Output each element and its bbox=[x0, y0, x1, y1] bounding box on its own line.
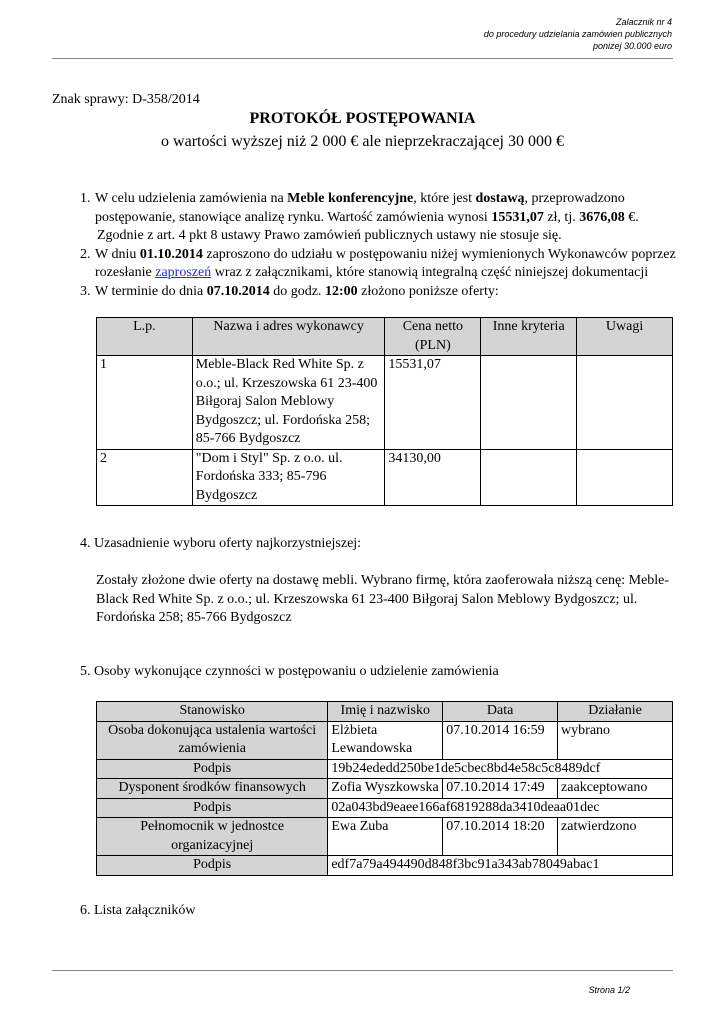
col-other-criteria: Inne kryteria bbox=[481, 318, 577, 356]
table-row bbox=[97, 818, 673, 856]
s1-text-d: zł, tj. bbox=[543, 209, 580, 225]
section-1 bbox=[80, 190, 680, 246]
person-action: wybrano bbox=[558, 721, 673, 759]
s2-text-c: wraz z załącznikami, które stanowią integralną część niniejszej dokumentacji bbox=[211, 265, 649, 280]
person-name: Elżbieta Lewandowska bbox=[328, 721, 443, 759]
table-row bbox=[97, 449, 673, 506]
offer-lp: 1 bbox=[97, 356, 193, 450]
section-3-number: 3. bbox=[80, 283, 91, 299]
subject-name: Meble konferencyjne bbox=[287, 191, 414, 206]
s1-text-e: €. bbox=[624, 209, 639, 225]
table-row bbox=[97, 721, 673, 759]
order-value-pln: 15531,07 bbox=[491, 209, 544, 225]
s1-text-b: , które jest bbox=[413, 191, 476, 206]
offer-price: 34130,00 bbox=[385, 449, 481, 506]
section-4-heading: 4. Uzasadnienie wyboru oferty najkorzystniejszej: bbox=[80, 536, 362, 551]
offer-lp: 2 bbox=[97, 449, 193, 506]
signature-row bbox=[97, 759, 673, 779]
section-2-number: 2. bbox=[80, 246, 91, 262]
person-position: Dysponent środków finansowych bbox=[97, 779, 328, 799]
col-lp: L.p. bbox=[97, 318, 193, 356]
table-row bbox=[97, 779, 673, 799]
section-5-heading: 5. Osoby wykonujące czynności w postępowaniu o udzielenie zamówienia bbox=[80, 664, 499, 679]
s2-text-b: zaproszono do udziału w postępowaniu niżej wymienionych Wykonawców poprzez rozesłanie bbox=[95, 246, 676, 280]
section-6-heading: 6. Lista załączników bbox=[80, 903, 196, 918]
persons-header-row bbox=[97, 702, 673, 722]
s3-text-b: do godz. bbox=[269, 283, 325, 299]
offer-price: 15531,07 bbox=[385, 356, 481, 450]
signature-row bbox=[97, 798, 673, 818]
person-name: Zofia Wyszkowska bbox=[328, 779, 443, 799]
attachment-note bbox=[484, 16, 672, 52]
section-1-number: 1. bbox=[80, 191, 91, 206]
deadline-time: 12:00 bbox=[324, 283, 358, 299]
offers-header-row bbox=[97, 318, 673, 356]
justification-text: Zostały złożone dwie oferty na dostawę mebli. Wybrano firmę, która zaoferowała niższą cenę: Meble-Black Red White Sp. z o.o.; ul. Krzeszowska 61 23-400 Biłgoraj Salon Meblowy Bydgoszcz; ul. Fordońska 258; 85-766 Bydgoszcz bbox=[96, 573, 670, 625]
header-divider bbox=[52, 58, 673, 59]
s2-text-a: W dniu bbox=[95, 246, 140, 262]
order-value-eur: 3676,08 bbox=[579, 209, 625, 225]
persons-table bbox=[96, 701, 673, 876]
person-position: Osoba dokonująca ustalenia wartości zamówienia bbox=[97, 721, 328, 759]
col-net-price: Cena netto (PLN) bbox=[385, 318, 481, 356]
person-action: zaakceptowano bbox=[558, 779, 673, 799]
col-position: Stanowisko bbox=[97, 702, 328, 722]
section-3-text bbox=[95, 283, 680, 302]
s3-text-a: W terminie do dnia bbox=[95, 283, 207, 299]
offer-notes bbox=[577, 356, 673, 450]
s1-text-a: W celu udzielenia zamówienia na bbox=[95, 191, 288, 206]
col-notes: Uwagi bbox=[577, 318, 673, 356]
signature-label: Podpis bbox=[97, 759, 328, 779]
offer-other bbox=[481, 449, 577, 506]
s1-text-c: , przeprowadzono postępowanie, stanowiące analizę rynku. Wartość zamówienia wynosi bbox=[95, 191, 625, 225]
person-date: 07.10.2014 18:20 bbox=[443, 818, 558, 856]
section-2-text bbox=[95, 246, 680, 283]
signature-label: Podpis bbox=[97, 856, 328, 876]
case-number: Znak sprawy: D-358/2014 bbox=[52, 92, 200, 107]
page-number: Strona 1/2 bbox=[588, 985, 630, 995]
col-full-name: Imię i nazwisko bbox=[328, 702, 443, 722]
person-name: Ewa Zuba bbox=[328, 818, 443, 856]
col-date: Data bbox=[443, 702, 558, 722]
s3-text-c: złożono poniższe oferty: bbox=[357, 283, 499, 299]
signature-hash: 02a043bd9eaee166af6819288da3410deaa01dec bbox=[328, 798, 673, 818]
attachment-note-line1: Zalacznik nr 4 bbox=[615, 17, 672, 27]
offer-contractor: "Dom i Styl" Sp. z o.o. ul. Fordońska 333; 85-796 Bydgoszcz bbox=[192, 449, 385, 506]
invitations-link[interactable]: zaproszeń bbox=[155, 265, 212, 280]
person-date: 07.10.2014 16:59 bbox=[443, 721, 558, 759]
document-title: PROTOKÓŁ POSTĘPOWANIA bbox=[249, 110, 476, 127]
signature-hash: edf7a79a494490d848f3bc91a343ab78049abac1 bbox=[328, 856, 673, 876]
signature-row bbox=[97, 856, 673, 876]
section-2 bbox=[80, 246, 680, 283]
section-1-text bbox=[95, 190, 680, 227]
person-position: Pełnomocnik w jednostce organizacyjnej bbox=[97, 818, 328, 856]
person-date: 07.10.2014 17:49 bbox=[443, 779, 558, 799]
offer-notes bbox=[577, 449, 673, 506]
document-subtitle: o wartości wyższej niż 2 000 € ale nieprzekraczającej 30 000 € bbox=[161, 133, 564, 150]
signature-hash: 19b24ededd250be1de5cbec8bd4e58c5c8489dcf bbox=[328, 759, 673, 779]
order-type: dostawą bbox=[475, 191, 525, 206]
table-row bbox=[97, 356, 673, 450]
section-3 bbox=[80, 283, 680, 302]
attachment-note-line2: do procedury udzielania zamówien publicznych bbox=[483, 29, 672, 39]
col-action: Działanie bbox=[558, 702, 673, 722]
deadline-date: 07.10.2014 bbox=[206, 283, 270, 299]
offer-contractor: Meble-Black Red White Sp. z o.o.; ul. Krzeszowska 61 23-400 Biłgoraj Salon Meblowy Bydgoszcz; ul. Fordońska 258; 85-766 Bydgoszcz bbox=[192, 356, 385, 450]
signature-label: Podpis bbox=[97, 798, 328, 818]
attachment-note-line3: ponizej 30.000 euro bbox=[592, 41, 672, 51]
footer-divider bbox=[52, 970, 673, 971]
offers-table bbox=[96, 317, 673, 506]
numbered-sections bbox=[80, 190, 680, 301]
section-1-legal-note: Zgodnie z art. 4 pkt 8 ustawy Prawo zamówień publicznych ustawy nie stosuje się. bbox=[97, 228, 562, 243]
person-action: zatwierdzono bbox=[558, 818, 673, 856]
col-contractor: Nazwa i adres wykonawcy bbox=[192, 318, 385, 356]
offer-other bbox=[481, 356, 577, 450]
invitation-date: 01.10.2014 bbox=[139, 246, 203, 262]
